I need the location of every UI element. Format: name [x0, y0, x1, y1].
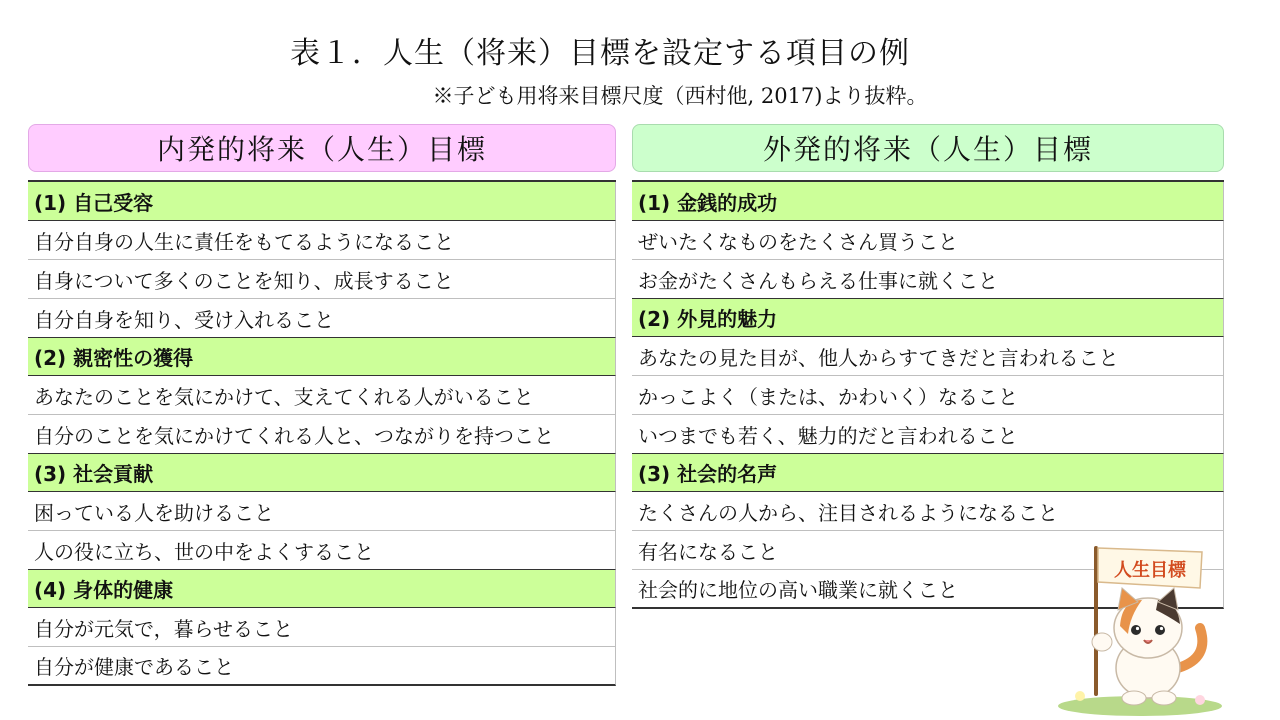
page-title: 表１．人生（将来）目標を設定する項目の例: [290, 36, 910, 71]
item-row: 有名になること: [632, 531, 1224, 570]
category-row: (2) 親密性の獲得: [28, 337, 616, 376]
item-row: あなたのことを気にかけて、支えてくれる人がいること: [28, 376, 616, 415]
item-row: あなたの見た目が、他人からすてきだと言われること: [632, 337, 1224, 376]
extrinsic-goals-column: [632, 124, 1224, 609]
item-row: かっこよく（または、かわいく）なること: [632, 376, 1224, 415]
item-row: 自分自身の人生に責任をもてるようになること: [28, 221, 616, 260]
item-row: 自分が健康であること: [28, 647, 616, 686]
item-row: 自身について多くのことを知り、成長すること: [28, 260, 616, 299]
category-row: (1) 金銭的成功: [632, 182, 1224, 221]
intrinsic-goals-table: [28, 180, 616, 686]
item-row: いつまでも若く、魅力的だと言われること: [632, 415, 1224, 454]
extrinsic-goals-header: 外発的将来（人生）目標: [632, 124, 1224, 172]
category-row: (2) 外見的魅力: [632, 298, 1224, 337]
intrinsic-goals-column: [28, 124, 616, 686]
svg-text:人生目標: 人生目標: [1114, 560, 1186, 580]
page-subtitle: ※子ども用将来目標尺度（西村他, 2017)より抜粋。: [432, 84, 928, 108]
item-row: 自分のことを気にかけてくれる人と、つながりを持つこと: [28, 415, 616, 454]
category-row: (3) 社会的名声: [632, 453, 1224, 492]
item-row: たくさんの人から、注目されるようになること: [632, 492, 1224, 531]
category-row: (3) 社会貢献: [28, 453, 616, 492]
item-row: 困っている人を助けること: [28, 492, 616, 531]
cat-with-flag-icon: [1050, 538, 1228, 716]
item-row: ぜいたくなものをたくさん買うこと: [632, 221, 1224, 260]
item-row: 自分が元気で，暮らせること: [28, 608, 616, 647]
item-row: 自分自身を知り、受け入れること: [28, 299, 616, 338]
category-row: (4) 身体的健康: [28, 569, 616, 608]
item-row: お金がたくさんもらえる仕事に就くこと: [632, 260, 1224, 299]
item-row: 人の役に立ち、世の中をよくすること: [28, 531, 616, 570]
intrinsic-goals-header: 内発的将来（人生）目標: [28, 124, 616, 172]
item-row: 社会的に地位の高い職業に就くこと: [632, 570, 1224, 609]
category-row: (1) 自己受容: [28, 182, 616, 221]
